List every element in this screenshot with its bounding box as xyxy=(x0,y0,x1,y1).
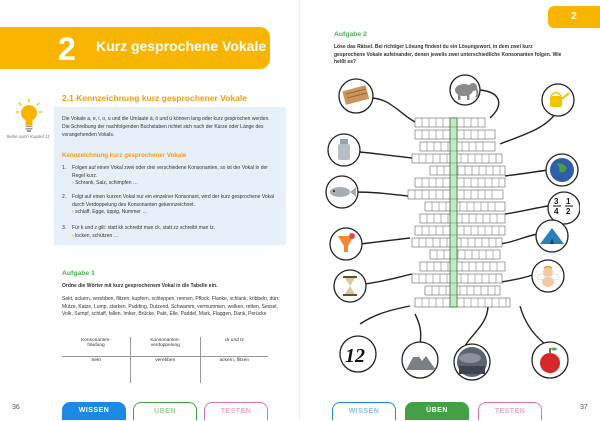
apple-clue xyxy=(532,342,568,378)
fraction-label: 4 xyxy=(554,207,559,216)
rule-text: Folgt auf einen kurzen Vokal nur ein einzelner Konsonant, wird der kurz gesprochene Vokal durch Verdoppelung des Konsonanten gekennzeichnet. xyxy=(72,194,275,208)
earth-globe-clue xyxy=(546,154,578,186)
task-1-instruction: Ordne die Wörter mit kurz gesprochenem Vokal in die Tabelle ein. xyxy=(62,283,218,289)
table-cell[interactable]: verebben xyxy=(131,357,201,384)
fraction-label: 1 xyxy=(566,197,571,206)
rule-example-text: Schrank, Salz, schimpfen … xyxy=(75,180,138,186)
mountain-clue xyxy=(402,342,438,378)
column-header: ck und tz xyxy=(200,337,268,357)
arrow-icon: › xyxy=(72,180,74,186)
side-note: Siehe auch Kapitel 11 xyxy=(6,134,50,139)
intro-text: Die Vokale a, e, i, o, u und die Umlaute ä, ö und ü können lang oder kurz gesprochen werden. Die Schreibung der nachfolgenden Buchstaben richtet sich nach der Kürze oder Länge des vorangehenden Vokals. xyxy=(62,116,270,138)
rule-example xyxy=(72,233,282,241)
number-twelve-clue xyxy=(340,336,376,372)
table-header-row xyxy=(62,337,268,357)
column-header: Konsonanten- häufung xyxy=(62,337,131,357)
section-title: 2.1 Kennzeichnung kurz gesprochener Vokale xyxy=(62,93,248,103)
right-page xyxy=(300,0,600,420)
tab-testen[interactable]: TESTEN xyxy=(478,402,542,420)
arrow-icon: › xyxy=(72,232,74,239)
fraction-label: 2 xyxy=(566,207,571,216)
left-page xyxy=(0,0,300,420)
lightbulb-icon xyxy=(16,98,42,134)
tab-testen[interactable]: TESTEN xyxy=(204,402,268,420)
tab-ueben[interactable]: ÜBEN xyxy=(405,402,469,420)
chapter-corner-tab: 2 xyxy=(548,6,600,28)
rule-text: Folgen auf einen Vokal zwei oder drei verschiedene Konsonanten, so ist der Vokal in der Regel kurz. xyxy=(72,165,268,179)
elephant-clue xyxy=(450,75,480,105)
number-twelve-icon: 12 xyxy=(345,345,365,367)
tab-ueben[interactable]: ÜBEN xyxy=(133,402,197,420)
tab-wissen[interactable]: WISSEN xyxy=(332,402,396,420)
earth-globe-icon xyxy=(550,158,574,182)
table-row xyxy=(62,357,268,384)
storm-icon xyxy=(457,347,487,377)
cocktail-clue xyxy=(330,228,362,260)
rule-text: Für k und z gilt: statt kk schreibt man ck, statt zz schreibt man tz. xyxy=(72,225,216,231)
rule-example xyxy=(72,209,282,217)
rule-3 xyxy=(62,225,282,240)
task-1-title: Aufgabe 1 xyxy=(62,270,95,277)
milk-can-clue xyxy=(328,134,360,166)
chapter-number: 2 xyxy=(58,31,76,67)
task-2-title: Aufgabe 2 xyxy=(334,31,367,38)
watering-can-clue xyxy=(542,84,574,116)
task-2-instruction: Löse das Rätsel. Bei richtiger Lösung findest du ein Lösungswort, in dem zwei kurz gesprochene Vokale aufeinander, denen jeweils zwei unterschiedliche Konsonanten folgen. Wie heißt es? xyxy=(334,44,562,65)
rule-number: 2. xyxy=(62,194,67,200)
crossword-puzzle xyxy=(320,74,580,399)
subsection-title: Kennzeichnung kurz gesprochener Vokale xyxy=(62,152,187,159)
page-number: 36 xyxy=(12,404,20,411)
rule-example-text: schlaff, Egge, üppig, Nummer … xyxy=(75,209,148,215)
fish-clue xyxy=(326,176,358,208)
angel-clue xyxy=(532,260,564,292)
solution-column xyxy=(450,118,457,307)
page-number: 37 xyxy=(580,404,588,411)
column-header: Konsonanten- verdoppelung xyxy=(131,337,201,357)
chapter-title: Kurz gesprochene Vokale xyxy=(96,38,267,54)
answer-table xyxy=(62,337,268,383)
rule-number: 1. xyxy=(62,165,67,171)
arrow-icon: › xyxy=(72,209,74,215)
tent-clue xyxy=(536,220,568,252)
word-list: Sekt, ackern, verebben, flitzen, kupfern, schleppen, rennen, Pflock, Flanke, schlank, kribbeln, dürr, Mütze, Katze, Lump, starken, Pudding, Dutzend, Schwamm, vermummen, welken, retten, Sessel, Volk, Sumpf, schlaff, fallen, Imker, Brücke, Pakt, Elle, Paddel, Mark, Flaggen, Dank, Perücke xyxy=(62,296,280,318)
tab-wissen[interactable]: WISSEN xyxy=(62,402,126,420)
fractions-clue xyxy=(548,192,580,224)
table-cell[interactable]: Sekt xyxy=(62,357,131,384)
hourglass-clue xyxy=(334,270,366,302)
storm-clue xyxy=(454,344,490,380)
rule-example-text: locken, schützen … xyxy=(75,232,119,239)
crossword-grid xyxy=(408,118,510,307)
rule-2 xyxy=(62,194,282,217)
fraction-label: 3 xyxy=(554,197,559,206)
rule-example xyxy=(72,180,282,188)
table-cell[interactable]: ackern, flitzen xyxy=(219,358,250,363)
wood-plank-clue xyxy=(339,79,373,113)
rule-number: 3. xyxy=(62,225,67,231)
rule-1 xyxy=(62,165,282,188)
